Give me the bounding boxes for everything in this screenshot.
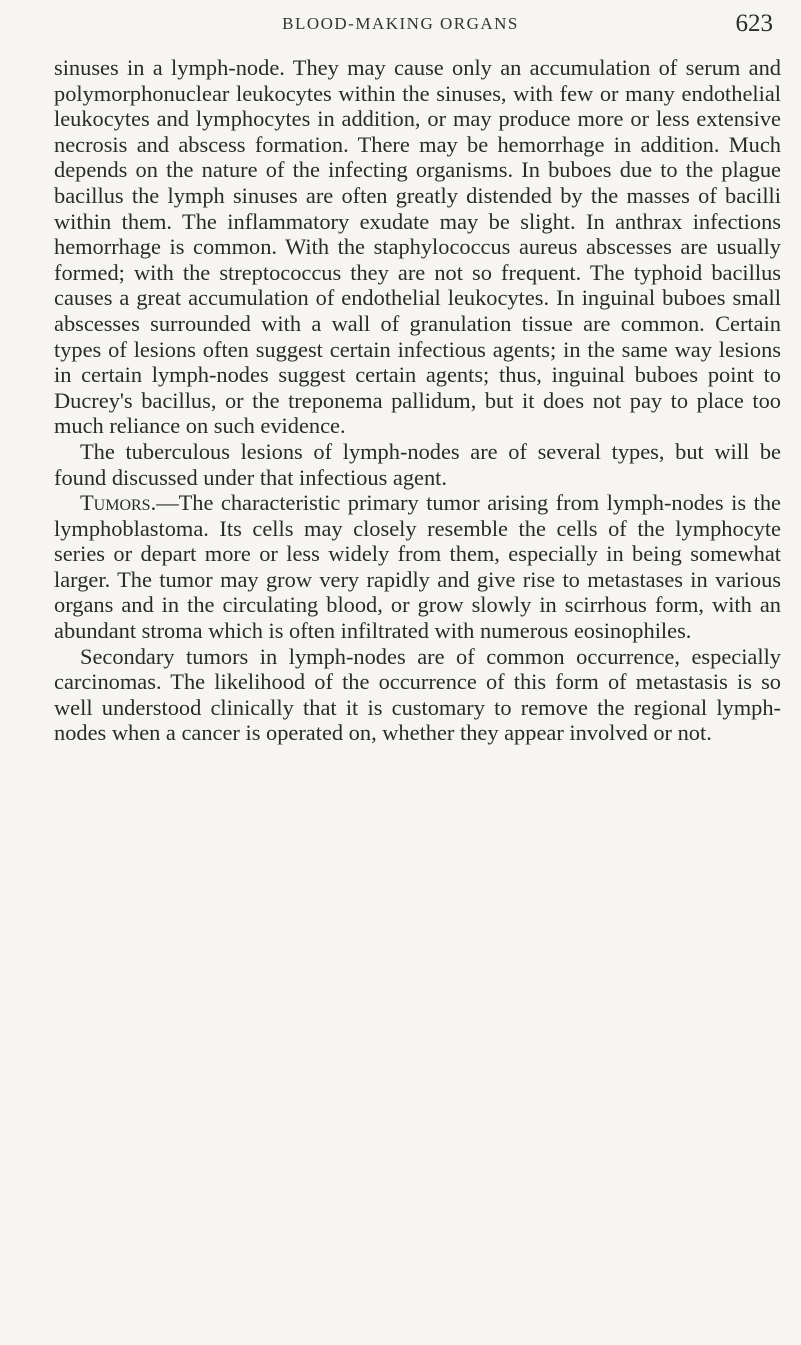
running-head — [0, 10, 801, 40]
section-heading-tumors: Tumors. — [80, 490, 157, 516]
paragraph-secondary-tumors: Secondary tumors in lymph-nodes are of common occurrence, especially carcinomas. The likelihood of the occurrence of this form of metastasis is so well understood clinically that it is customary to remove the regional lymph-nodes when a cancer is operated on, whether they appear involved or not. — [54, 643, 781, 746]
paragraph-continuation: sinuses in a lymph-node. They may cause only an accumulation of serum and polymorphonuclear leukocytes within the sinuses, with few or many endothelial leukocytes and lymphocytes in addition, or may produce more or less extensive necrosis and abscess formation. There may be hemorrhage in addition. Much depends on the nature of the infecting organisms. In buboes due to the plague bacillus the lymph sinuses are often greatly distended by the masses of bacilli within them. The inflammatory exudate may be slight. In anthrax infections hemorrhage is common. With the staphylococcus aureus abscesses are usually formed; with the streptococcus they are not so frequent. The typhoid bacillus causes a great accumulation of endothelial leukocytes. In inguinal buboes small abscesses surrounded with a wall of granulation tissue are common. Certain types of lesions often suggest certain infectious agents; in the same way lesions in certain lymph-nodes suggest certain agents; thus, inguinal buboes point to Ducrey's bacillus, or the treponema pallidum, but it does not pay to place too much reliance on such evidence. — [54, 55, 781, 439]
running-title: BLOOD-MAKING ORGANS — [282, 14, 519, 33]
page-number: 623 — [735, 10, 773, 37]
paragraph-tumors-text: —The characteristic primary tumor arising from lymph-nodes is the lymphoblastoma. Its cells may closely resemble the cells of the lymphocyte series or depart more or less widely from them, especially in being somewhat larger. The tumor may grow very rapidly and give rise to metastases in various organs and in the circulating blood, or grow slowly in scirrhous form, with an abundant stroma which is often infiltrated with numerous eosinophiles. — [54, 490, 781, 644]
paragraph-tuberculous: The tuberculous lesions of lymph-nodes are of several types, but will be found discussed under that infectious agent. — [54, 438, 781, 490]
paragraph-tumors — [54, 490, 781, 644]
body-text — [54, 55, 781, 746]
